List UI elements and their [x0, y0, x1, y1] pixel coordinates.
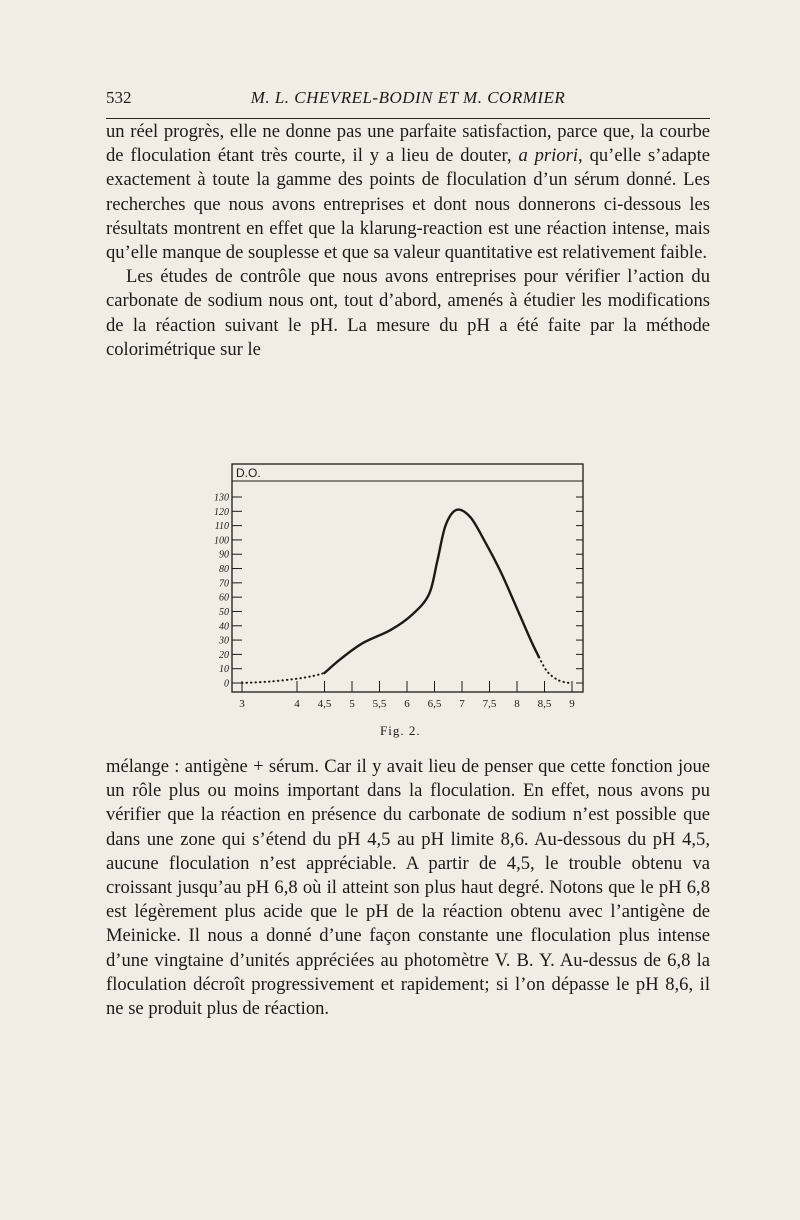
y-tick-label-120: 120	[214, 506, 229, 518]
y-tick-label-40: 40	[219, 621, 229, 633]
page-header	[106, 88, 710, 119]
y-tick-label-50: 50	[219, 606, 229, 618]
x-tick-label-5,5: 5,5	[372, 698, 387, 710]
plot-frame	[232, 464, 583, 692]
curves	[242, 510, 569, 683]
y-tick-label-30: 30	[219, 635, 229, 647]
curve-segment-3	[539, 657, 569, 683]
paragraph-1-emphasis: a priori	[518, 145, 579, 167]
x-tick-label-6,5: 6,5	[427, 698, 442, 710]
y-tick-label-60: 60	[219, 592, 229, 604]
figure-caption: Fig. 2.	[380, 723, 421, 738]
y-tick-label-110: 110	[214, 521, 229, 533]
page-number: 532	[106, 88, 132, 107]
y-ticks	[214, 493, 583, 690]
paragraph-3: mélange : antigène + sérum. Car il y avait lieu de penser que cette fonction joue un rôle plus ou moins important dans la floculation. En effet, nous avons pu vérifier que la réaction en présence du carbonate de sodium n’est possible que dans une zone qui s’étend du pH 4,5 au pH limite 8,6. Au-dessous du pH 4,5, aucune floculation n’est appréciable. A partir de 4,5, le trouble obtenu va croissant jusqu’au pH 6,8 où il atteint son plus haut degré. Notons que le pH 6,8 est légèrement plus acide que le pH de la réaction obtenu avec l’antigène de Meinicke. Il nous a donné d’une façon constante une floculation plus intense d’une vingtaine d’unités appréciées au photomètre V. B. Y. Au-dessus de 6,8 la floculation décroît progressivement et rapidement; si l’on dépasse le pH 8,6, il ne se produit plus de réaction.	[106, 756, 710, 1020]
x-ticks	[239, 681, 575, 710]
paragraph-1-part-a: un réel progrès, elle ne donne pas une parfaite satisfaction, parce que, la courbe de floculation étant très courte, il y a lieu de douter,	[106, 121, 710, 167]
x-tick-label-6: 6	[404, 698, 410, 710]
text-block-top	[106, 120, 710, 362]
y-tick-label-80: 80	[219, 564, 229, 576]
paragraph-2: Les études de contrôle que nous avons entreprises pour vérifier l’action du carbonate de sodium nous ont, tout d’abord, amenés à étudier les modifications de la réaction suivant le pH. La mesure du pH a été faite par la méthode colorimétrique sur le	[106, 266, 710, 360]
x-tick-label-3: 3	[239, 698, 245, 710]
x-tick-label-5: 5	[349, 698, 355, 710]
y-tick-label-0: 0	[224, 678, 229, 690]
x-tick-label-8: 8	[514, 698, 520, 710]
x-tick-label-8,5: 8,5	[537, 698, 552, 710]
curve-segment-1	[242, 673, 325, 683]
floculation-chart	[190, 455, 610, 755]
running-head: M. L. CHEVREL-BODIN ET M. CORMIER	[250, 88, 566, 107]
paragraph-1	[106, 120, 710, 265]
x-tick-label-9: 9	[569, 698, 575, 710]
y-axis-title: D.O.	[236, 466, 261, 480]
y-tick-label-70: 70	[219, 578, 229, 590]
x-tick-label-4: 4	[294, 698, 300, 710]
x-tick-label-7: 7	[459, 698, 465, 710]
y-tick-label-20: 20	[219, 649, 229, 661]
curve-segment-2	[325, 510, 540, 673]
y-tick-label-90: 90	[219, 549, 229, 561]
x-tick-label-4,5: 4,5	[317, 698, 332, 710]
y-tick-label-10: 10	[219, 664, 229, 676]
x-tick-label-7,5: 7,5	[482, 698, 497, 710]
y-tick-label-100: 100	[214, 535, 229, 547]
paragraph-1-part-b: , qu’elle s’adapte exactement à toute la gamme des points de floculation d’un sérum donné. Les recherches que nous avons entreprises et dont nous donnerons ci-dessous les résultats montrent en effet que la klarung-reaction est une réaction intense, mais qu’elle manque de souplesse et que sa valeur quantitative est relativement faible.	[106, 145, 711, 264]
y-tick-label-130: 130	[214, 492, 229, 504]
figure-2	[190, 455, 610, 755]
text-block-bottom	[106, 755, 710, 1021]
